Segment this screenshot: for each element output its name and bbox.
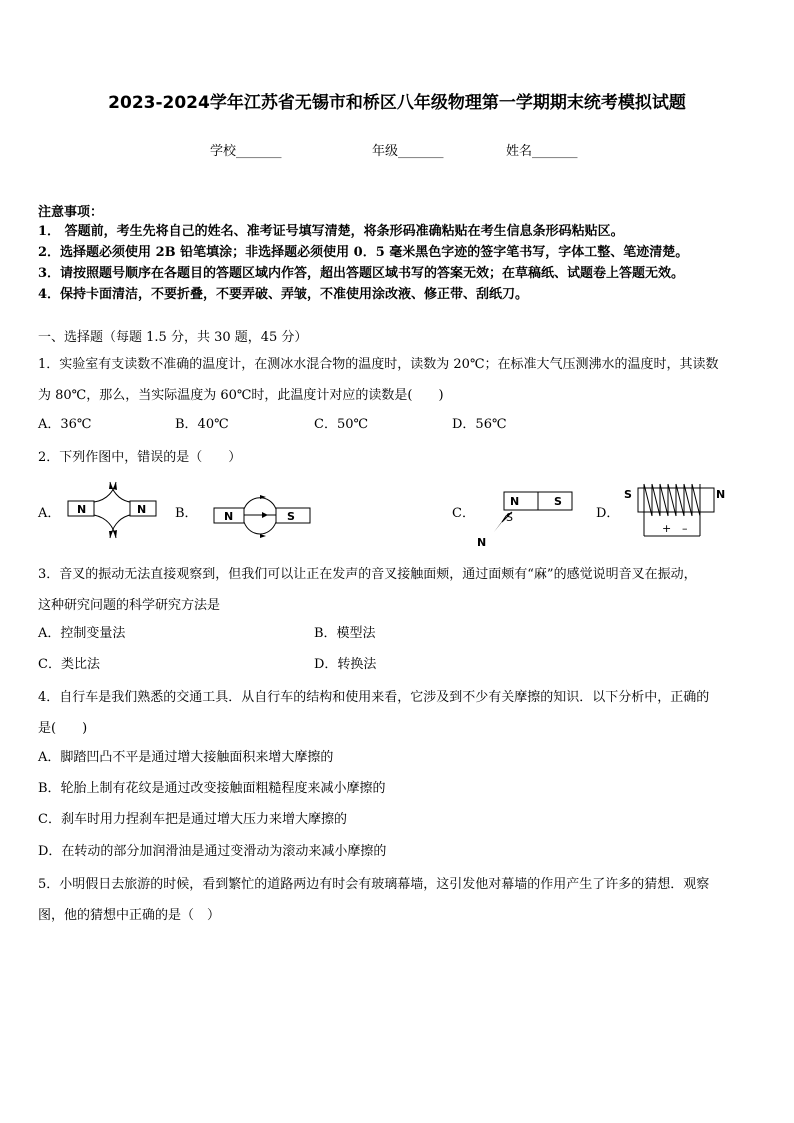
q3-option-b: B．模型法 [314,626,376,641]
q3-option-d: D．转换法 [314,657,377,672]
q1-option-d: D．56℃ [452,417,507,432]
label-n: N [477,536,487,549]
notice-item: 4．保持卡面清洁，不要折叠，不要弄破、弄皱，不准使用涂改液、修正带、刮纸刀。 [38,287,529,302]
label-plus: + [662,522,672,535]
q2-option-b: B． [175,506,198,521]
notice-item: 1． 答题前，考生先将自己的姓名、准考证号填写清楚，将条形码准确粘贴在考生信息条形码粘贴区。 [38,224,624,239]
q1-option-c: C．50℃ [314,417,369,432]
q4-option-d: D．在转动的部分加润滑油是通过变滑动为滚动来减小摩擦的 [38,844,387,859]
question-3-line1: 3．音叉的振动无法直接观察到，但我们可以让正在发声的音叉接触面颊，通过面颊有“麻”的感觉说明音叉在振动， [38,567,697,582]
label-minus: – [682,522,688,535]
label-n: N [716,488,726,501]
figure-b-magnets [212,486,314,542]
question-4-line1: 4．自行车是我们熟悉的交通工具．从自行车的结构和使用来看，它涉及到不少有关摩擦的知识．以下分析中，正确的 [38,690,710,705]
q4-option-a: A．脚踏凹凸不平是通过增大接触面积来增大摩擦的 [38,750,334,765]
question-5-line2: 图，他的猜想中正确的是（ ） [38,908,221,923]
q2-option-a: A． [38,506,61,521]
figure-c-compass [472,488,576,550]
figure-d-solenoid [620,478,730,544]
label-s: S [554,495,562,508]
label-n: N [224,510,234,523]
school-field: 学校_______ [210,144,282,159]
label-s: S [287,510,295,523]
page-title: 2023-2024学年江苏省无锡市和桥区八年级物理第一学期期末统考模拟试题 [108,93,686,113]
q4-option-b: B．轮胎上制有花纹是通过改变接触面粗糙程度来减小摩擦的 [38,781,386,796]
question-1-line2: 为 80℃，那么，当实际温度为 60℃时，此温度计对应的读数是( ) [38,388,444,403]
notice-item: 3．请按照题号顺序在各题目的答题区域内作答，超出答题区域书写的答案无效；在草稿纸、试题卷上答题无效。 [38,266,685,281]
label-n: N [510,495,520,508]
name-field: 姓名_______ [506,144,578,159]
label-n: N [137,503,147,516]
q1-option-b: B．40℃ [175,417,229,432]
q2-option-d: D． [596,506,620,521]
label-s: S [624,488,632,501]
figure-a-magnets [64,480,160,542]
notice-heading: 注意事项： [38,205,104,220]
section-heading: 一、选择题（每题 1.5 分，共 30 题，45 分） [38,330,308,345]
notice-item: 2．选择题必须使用 2B 铅笔填涂；非选择题必须使用 0．5 毫米黑色字迹的签字笔书写，字体工整、笔迹清楚。 [38,245,689,260]
grade-field: 年级_______ [372,144,444,159]
q3-option-a: A．控制变量法 [38,626,126,641]
question-3-line2: 这种研究问题的科学研究方法是 [38,598,221,613]
question-1-line1: 1．实验室有支读数不准确的温度计，在测冰水混合物的温度时，读数为 20℃；在标准大气压测沸水的温度时，其读数 [38,357,719,372]
label-s: S [506,511,513,524]
q2-option-c: C． [452,506,475,521]
question-5-line1: 5．小明假日去旅游的时候，看到繁忙的道路两边有时会有玻璃幕墙，这引发他对幕墙的作用产生了许多的猜想．观察 [38,877,710,892]
label-n: N [77,503,87,516]
question-2-stem: 2．下列作图中，错误的是（ ） [38,450,242,465]
q4-option-c: C．刹车时用力捏刹车把是通过增大压力来增大摩擦的 [38,812,347,827]
q1-option-a: A．36℃ [38,417,92,432]
q3-option-c: C．类比法 [38,657,100,672]
question-4-line2: 是( ) [38,721,88,736]
